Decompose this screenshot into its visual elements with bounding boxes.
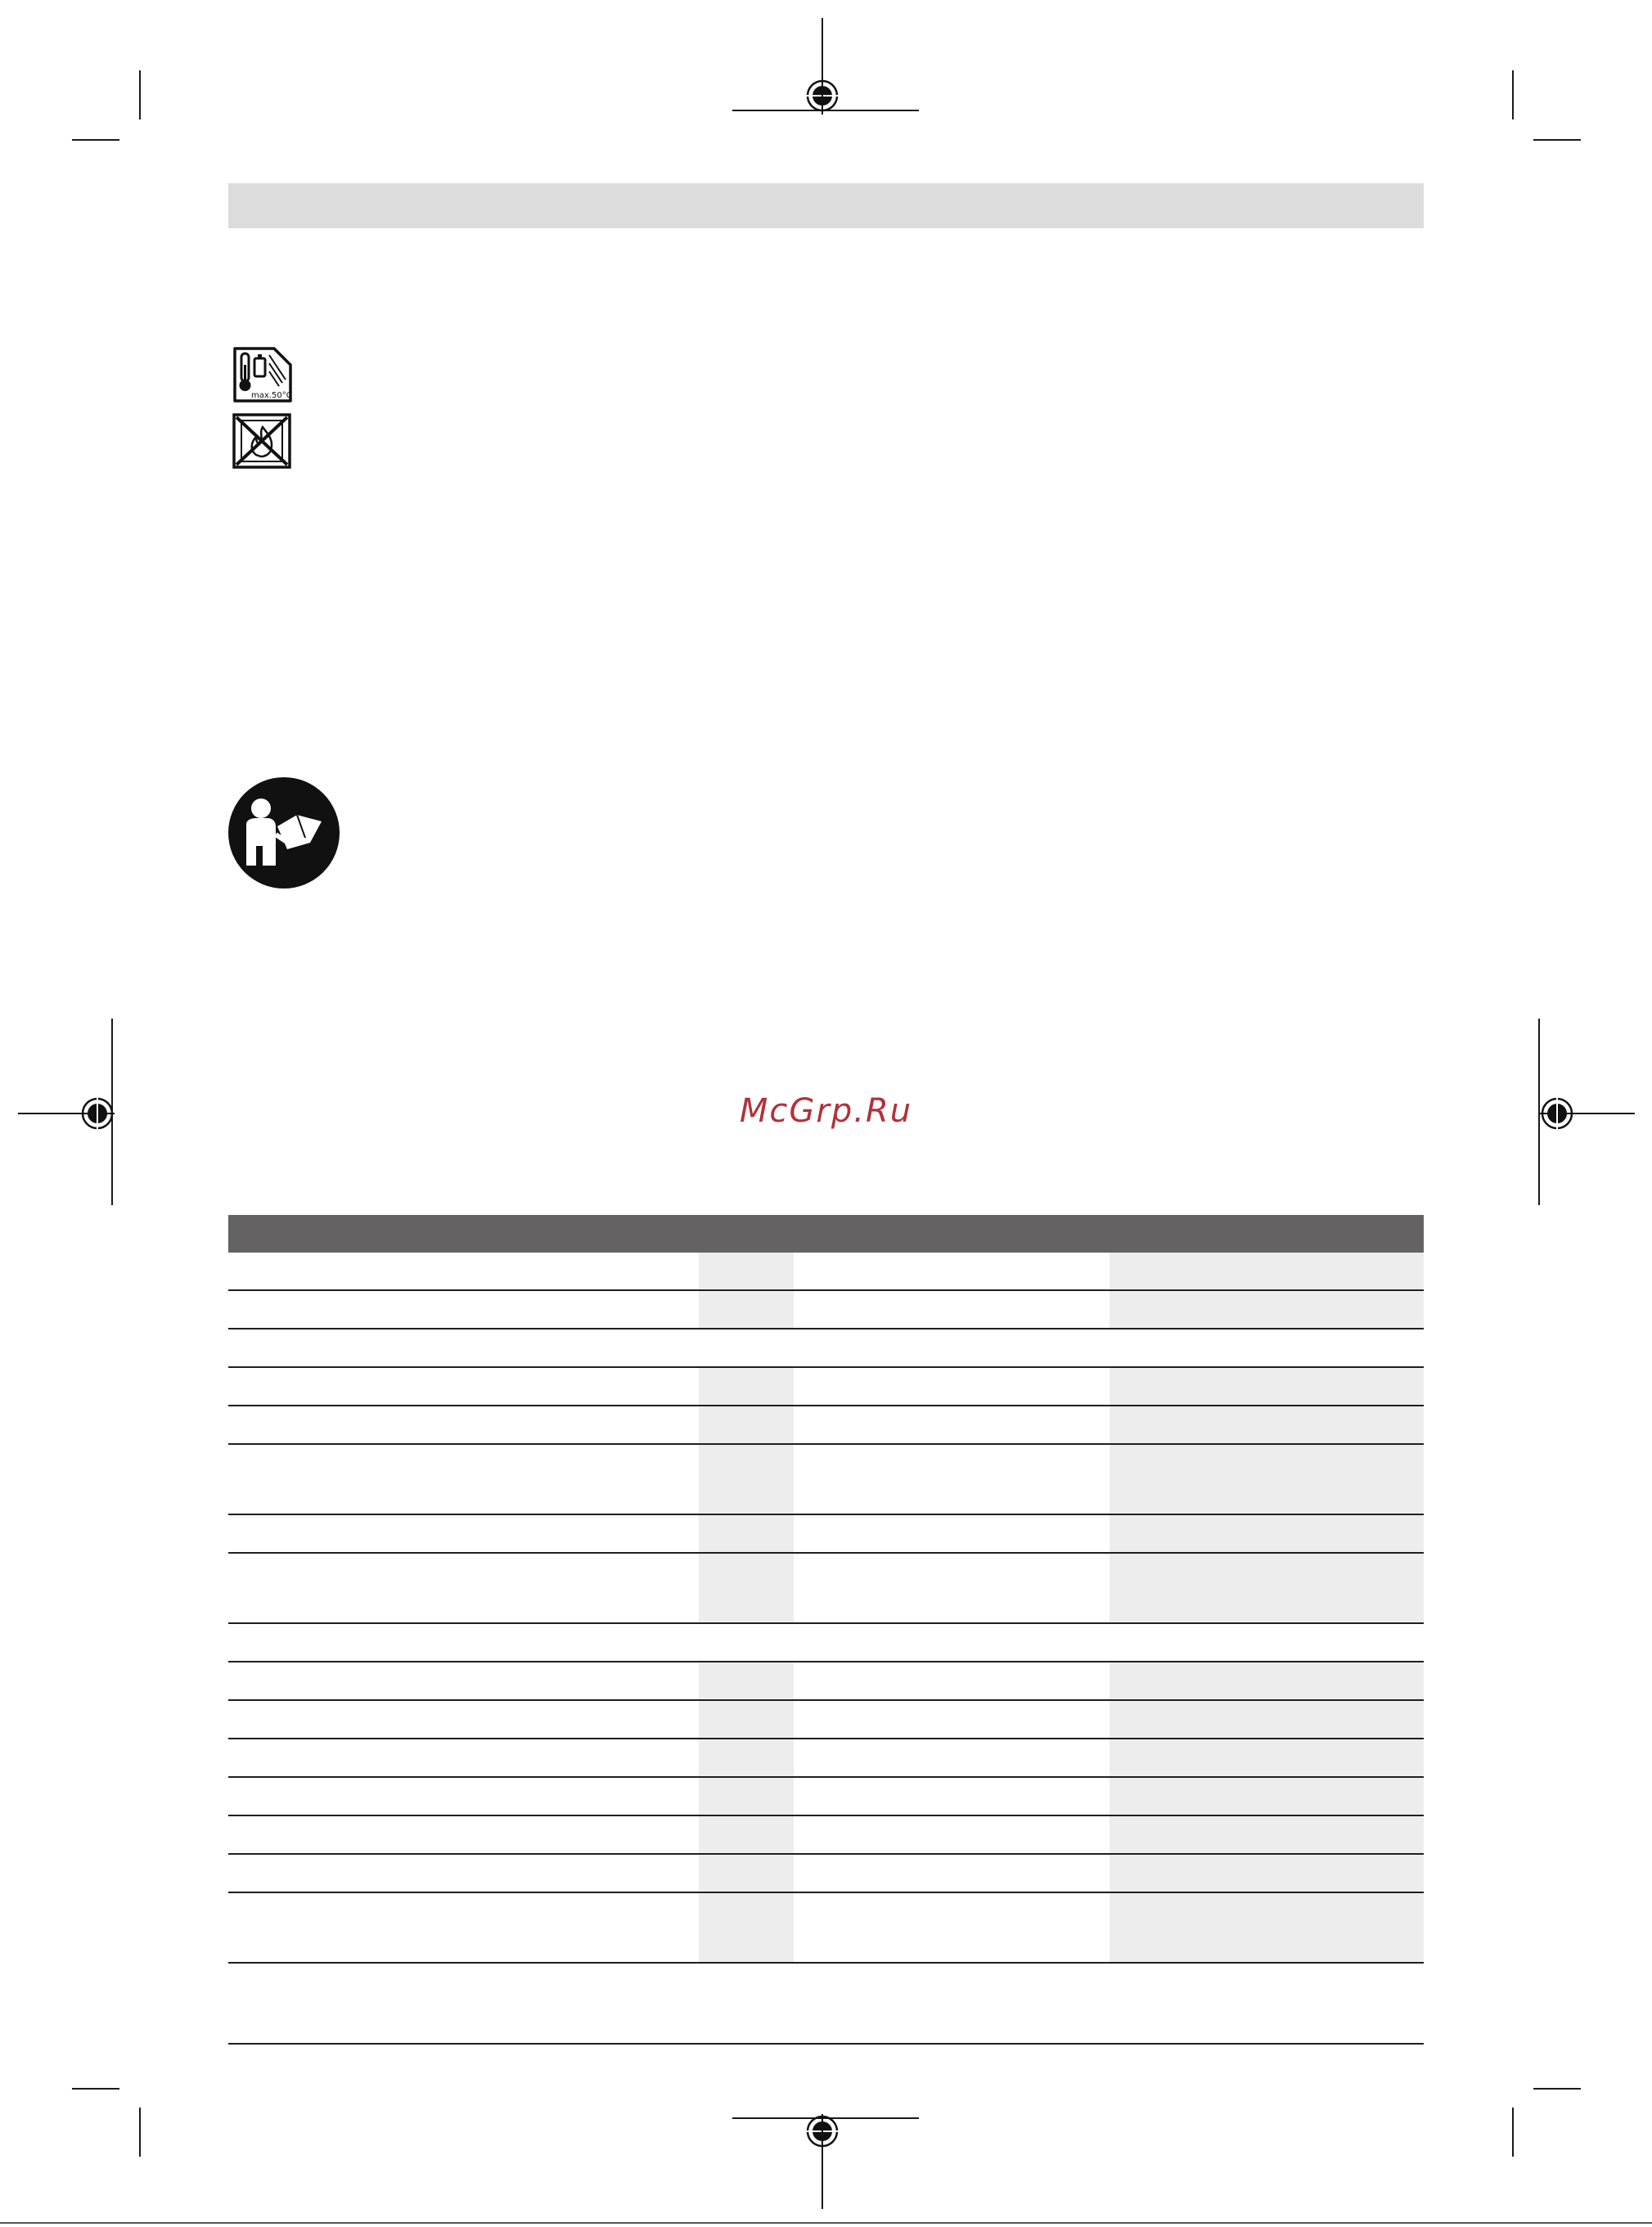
crop-mark-bottom-right-vertical [1512, 2108, 1514, 2157]
table-cell-shaded [1110, 1855, 1424, 1892]
table-row [228, 1253, 1424, 1291]
registration-mark-icon [805, 2114, 840, 2148]
table-cell-shaded [1110, 1515, 1424, 1552]
spec-table [228, 1215, 1424, 1964]
table-cell-shaded [1110, 1662, 1424, 1699]
table-cell-shaded [699, 1253, 794, 1289]
crop-mark-bottom-right-horizontal [1533, 2088, 1581, 2090]
table-cell-shaded [1110, 1291, 1424, 1328]
table-cell-shaded [699, 1893, 794, 1962]
table-section-row [228, 1624, 1424, 1662]
table-row [228, 1662, 1424, 1701]
bottom-rule [228, 2043, 1424, 2045]
crop-mark-top-right-horizontal [1533, 139, 1581, 141]
table-cell-shaded [1110, 1893, 1424, 1962]
table-cell-shaded [1110, 1554, 1424, 1622]
table-row [228, 1406, 1424, 1445]
table-cell-shaded [1110, 1778, 1424, 1815]
table-row [228, 1739, 1424, 1778]
table-row [228, 1816, 1424, 1855]
table-cell-shaded [1110, 1739, 1424, 1776]
temperature-label: max.50°C [251, 391, 292, 400]
table-row [228, 1778, 1424, 1816]
table-row [228, 1701, 1424, 1739]
table-cell-shaded [699, 1855, 794, 1892]
table-header [228, 1215, 1424, 1253]
no-fire-icon [232, 412, 292, 470]
table-cell-shaded [1110, 1253, 1424, 1289]
table-cell-shaded [699, 1291, 794, 1328]
table-cell-shaded [1110, 1445, 1424, 1514]
table-cell-shaded [699, 1445, 794, 1514]
crop-mark-top-right-vertical [1512, 70, 1514, 119]
table-cell-shaded [699, 1701, 794, 1738]
temperature-max-50c-icon [232, 347, 294, 404]
table-cell-shaded [699, 1515, 794, 1552]
table-cell-shaded [699, 1406, 794, 1443]
table-cell-shaded [699, 1368, 794, 1405]
table-cell-shaded [699, 1778, 794, 1815]
table-section-row [228, 1329, 1424, 1368]
table-row [228, 1893, 1424, 1964]
table-cell-shaded [1110, 1368, 1424, 1405]
table-row [228, 1368, 1424, 1406]
table-cell-shaded [699, 1739, 794, 1776]
table-cell-shaded [699, 1554, 794, 1622]
crop-mark-top-left-vertical [139, 70, 141, 119]
footer-rule [0, 2222, 1652, 2224]
table-cell-shaded [1110, 1816, 1424, 1853]
table-row [228, 1855, 1424, 1893]
crop-mark-bottom-left-vertical [139, 2108, 141, 2157]
registration-mark-icon [805, 79, 840, 113]
table-row [228, 1515, 1424, 1554]
table-row [228, 1291, 1424, 1329]
table-cell-shaded [699, 1816, 794, 1853]
table-cell-shaded [1110, 1406, 1424, 1443]
crop-mark-top-left-horizontal [72, 139, 119, 141]
crop-mark-bottom-left-horizontal [72, 2088, 119, 2090]
table-row [228, 1554, 1424, 1624]
table-cell-shaded [1110, 1701, 1424, 1738]
header-band [228, 183, 1424, 228]
table-cell-shaded [699, 1662, 794, 1699]
read-manual-icon [227, 776, 341, 890]
table-row [228, 1445, 1424, 1515]
watermark-text: McGrp.Ru [739, 1092, 913, 1130]
